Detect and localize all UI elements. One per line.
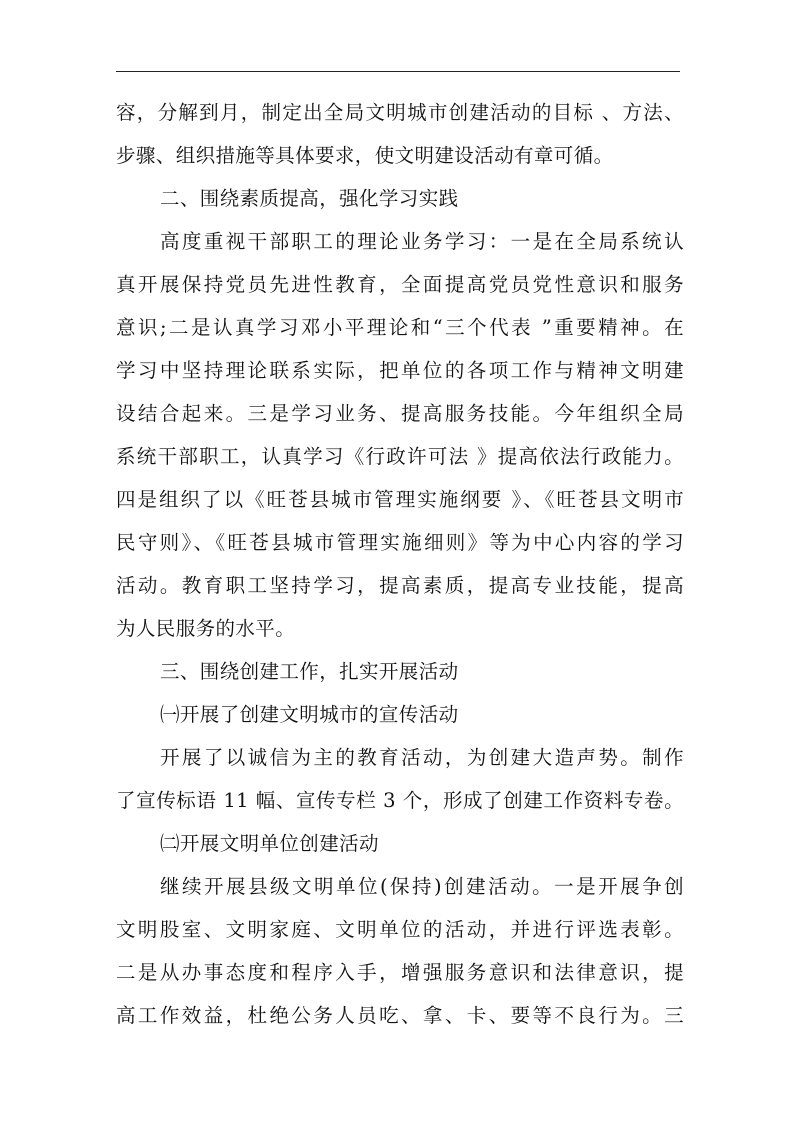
document-body <box>116 91 684 1037</box>
section-heading: 三、围绕创建工作，扎实开展活动 <box>160 660 459 683</box>
text-line: 二是从办事态度和程序入手，增强服务意识和法律意识，提 <box>116 961 684 984</box>
text-line: 高度重视干部职工的理论业务学习：一是在全局系统认 <box>160 230 684 253</box>
text-line: 活动。教育职工坚持学习，提高素质，提高专业技能，提高 <box>116 574 684 597</box>
text-line: 了宣传标语 11 幅、宣传专栏 3 个，形成了创建工作资料专卷。 <box>116 789 684 812</box>
text-line: 步骤、组织措施等具体要求，使文明建设活动有章可循。 <box>116 144 614 167</box>
text-line: 为人民服务的水平。 <box>116 617 296 640</box>
text-line: 高工作效益，杜绝公务人员吃、拿、卡、要等不良行为。三 <box>116 1004 684 1027</box>
text-line: 意识;二是认真学习邓小平理论和“三个代表 ”重要精神。在 <box>116 316 684 339</box>
text-line: 四是组织了以《旺苍县城市管理实施纲要 》、《旺苍县文明市 <box>116 488 684 511</box>
text-line: 设结合起来。三是学习业务、提高服务技能。今年组织全局 <box>116 402 684 425</box>
text-line: 学习中坚持理论联系实际，把单位的各项工作与精神文明建 <box>116 359 684 382</box>
text-line: 系统干部职工，认真学习《行政许可法 》提高依法行政能力。 <box>116 445 684 468</box>
text-line: 民守则》、《旺苍县城市管理实施细则》等为中心内容的学习 <box>116 531 684 554</box>
text-line: 继续开展县级文明单位(保持)创建活动。一是开展争创 <box>160 875 684 898</box>
text-line: 开展了以诚信为主的教育活动，为创建大造声势。制作 <box>160 746 684 769</box>
text-line: 真开展保持党员先进性教育，全面提高党员党性意识和服务 <box>116 273 684 296</box>
text-line: 容，分解到月，制定出全局文明城市创建活动的目标 、方法、 <box>116 101 684 124</box>
section-heading: 二、围绕素质提高，强化学习实践 <box>160 187 459 210</box>
subsection-heading: ㈠开展了创建文明城市的宣传活动 <box>160 703 459 726</box>
header-divider <box>116 71 680 72</box>
text-line: 文明股室、文明家庭、文明单位的活动，并进行评选表彰。 <box>116 918 684 941</box>
subsection-heading: ㈡开展文明单位创建活动 <box>160 832 379 855</box>
